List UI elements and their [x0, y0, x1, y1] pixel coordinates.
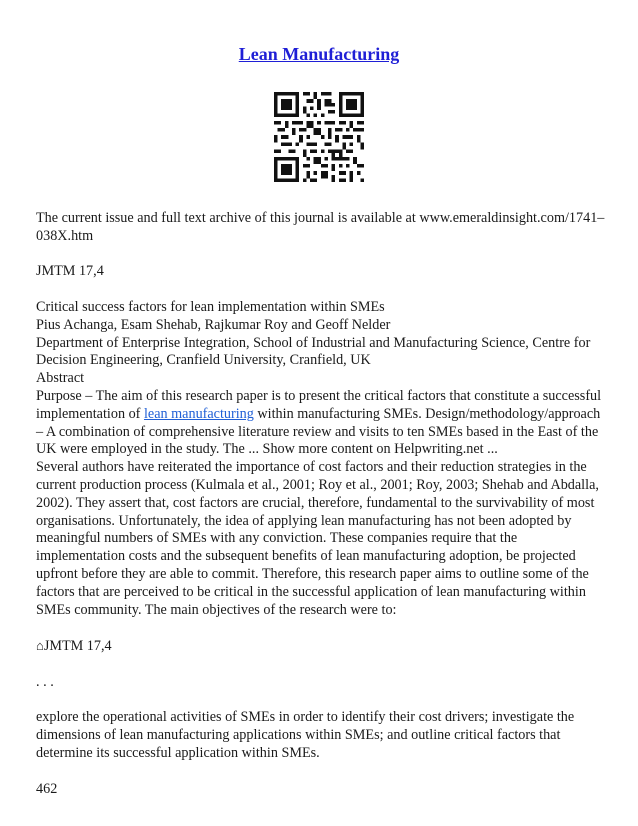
home-icon: ⌂ [36, 638, 44, 654]
document-body [36, 210, 606, 798]
journal-reference-with-icon [36, 637, 606, 656]
journal-reference: JMTM 17,4 [36, 263, 104, 280]
page-number: 462 [36, 780, 58, 797]
purpose-paragraph [36, 388, 606, 459]
affiliation: Department of Enterprise Integration, School of Industrial and Manufacturing Science, Centre for Decision Engineering, Cranfield University, Cranfield, UK [36, 334, 591, 369]
objectives-paragraph: explore the operational activities of SMEs in order to identify their cost drivers; investigate the dimensions of lean manufacturing applications within SMEs; and outline critical factors that determine its successful application within SMEs. [36, 709, 575, 761]
lean-manufacturing-link[interactable]: lean manufacturing [143, 405, 254, 422]
paper-title: Critical success factors for lean implementation within SMEs [36, 298, 385, 315]
purpose-text-before: Purpose – The aim of this research paper is to present the critical factors that constitute a successful implementation of [36, 387, 602, 422]
abstract-heading: Abstract [36, 370, 85, 387]
qr-code-icon [274, 92, 364, 182]
journal-reference-2: JMTM 17,4 [43, 638, 112, 655]
page-title[interactable]: Lean Manufacturing [238, 44, 400, 64]
purpose-text-after: within manufacturing SMEs. Design/methodology/approach – A combination of comprehensive literature review and visits to ten SMEs based in the East of the UK were employed in the study. The ... Show more content on Helpwriting.net ... [36, 405, 601, 458]
authors: Pius Achanga, Esam Shehab, Rajkumar Roy and Geoff Nelder [36, 316, 391, 333]
body-paragraph: Several authors have reiterated the importance of cost factors and their reduction strategies in the current production process (Kulmala et al., 2001; Roy et al., 2001; Roy, 2003; Shehab and Abdalla, 2002). They assert that, cost factors are crucial, therefore, fundamental to the survivability of most organisations. Unfortunately, the idea of applying lean manufacturing has not been adopted by meaningful numbers of SMEs with any conviction. These companies require that the implementation costs and the subsequent benefits of lean manufacturing adoption, be projected upfront before they are able to commit. Therefore, this research paper aims to outline some of the factors that are perceived to be critical in the successful application of lean manufacturing within SMEs community. The main objectives of the research were to: [36, 459, 599, 618]
availability-note: The current issue and full text archive of this journal is available at www.emeraldinsight.com/1741–038X.htm [36, 210, 605, 244]
ellipsis: . . . [36, 673, 54, 690]
